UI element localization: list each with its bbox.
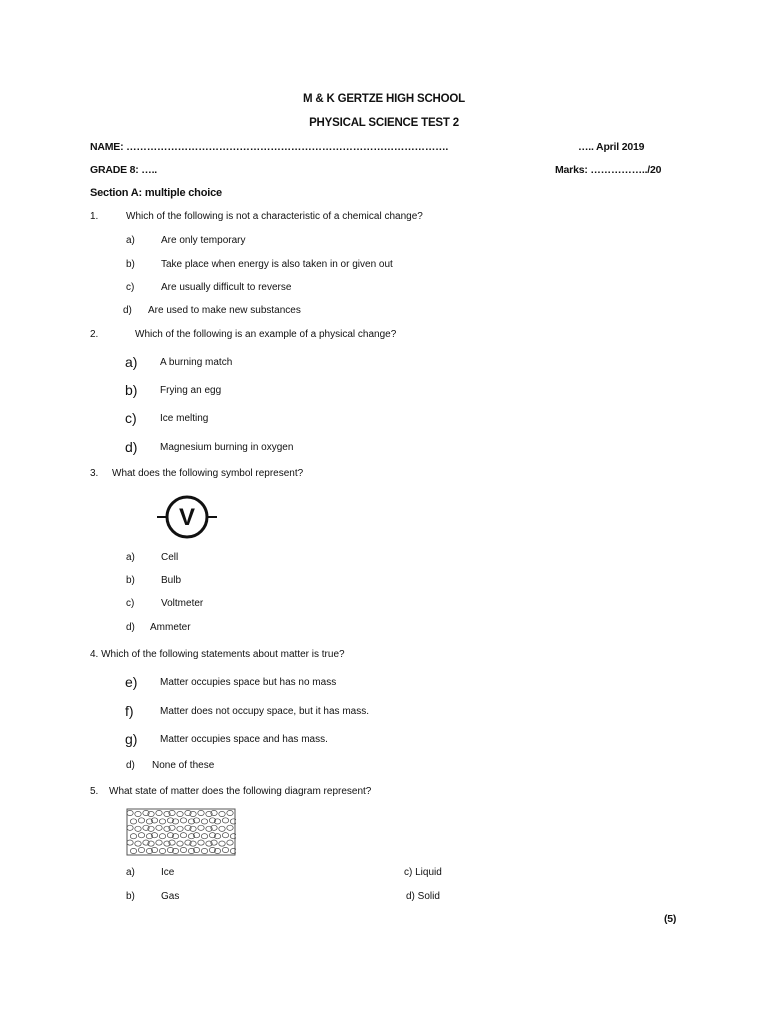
q5-option-text: Gas <box>161 891 180 902</box>
q2-option-text: Frying an egg <box>160 385 222 396</box>
voltmeter-symbol-icon <box>155 492 245 544</box>
q4-option-letter: f) <box>125 703 134 719</box>
name-field: NAME: …………………………………………………………………………………. <box>90 141 449 153</box>
q3-option-letter: c) <box>126 598 135 609</box>
q2-option-letter: d) <box>125 439 138 455</box>
q4-text: 4. Which of the following statements about matter is true? <box>90 649 345 660</box>
q1-number: 1. <box>90 211 99 222</box>
grade-field: GRADE 8: ….. <box>90 164 158 176</box>
q2-option-text: Ice melting <box>160 413 209 424</box>
marks-field: Marks: ……………../20 <box>555 164 662 176</box>
particle-diagram <box>126 808 236 856</box>
q4-option-text: Matter occupies space and has mass. <box>160 734 328 745</box>
q5-number: 5. <box>90 786 99 797</box>
q3-option-letter: b) <box>126 575 135 586</box>
q3-option-text: Ammeter <box>150 622 191 633</box>
q1-option-letter: d) <box>123 305 132 316</box>
q2-option-text: A burning match <box>160 357 233 368</box>
q3-option-text: Voltmeter <box>161 598 204 609</box>
q5-option-text: Ice <box>161 867 175 878</box>
q5-option-c: c) Liquid <box>404 867 442 878</box>
symbol-letter: V <box>178 504 196 531</box>
section-total: (5) <box>664 913 677 925</box>
q4-option-letter: d) <box>126 760 135 771</box>
q1-option-letter: c) <box>126 282 135 293</box>
q1-option-letter: b) <box>126 259 135 270</box>
q4-option-letter: e) <box>125 674 138 690</box>
q1-option-text: Take place when energy is also taken in or given out <box>161 259 393 270</box>
q1-text: Which of the following is not a characteristic of a chemical change? <box>126 211 423 222</box>
q2-option-text: Magnesium burning in oxygen <box>160 442 294 453</box>
q4-option-text: Matter does not occupy space, but it has mass. <box>160 706 369 717</box>
test-title: PHYSICAL SCIENCE TEST 2 <box>309 117 459 129</box>
q3-option-letter: d) <box>126 622 135 633</box>
q1-option-text: Are only temporary <box>161 235 246 246</box>
date-field: ….. April 2019 <box>578 141 645 153</box>
q1-option-text: Are usually difficult to reverse <box>161 282 292 293</box>
q4-option-letter: g) <box>125 731 138 747</box>
q5-option-letter: b) <box>126 891 135 902</box>
q4-option-text: None of these <box>152 760 215 771</box>
q2-option-letter: a) <box>125 354 138 370</box>
q3-option-text: Cell <box>161 552 179 563</box>
q2-option-letter: c) <box>125 410 137 426</box>
q2-text: Which of the following is an example of a physical change? <box>135 329 397 340</box>
q5-option-letter: a) <box>126 867 135 878</box>
q1-option-letter: a) <box>126 235 135 246</box>
q3-option-letter: a) <box>126 552 135 563</box>
q2-number: 2. <box>90 329 99 340</box>
q4-option-text: Matter occupies space but has no mass <box>160 677 337 688</box>
q1-option-text: Are used to make new substances <box>148 305 301 316</box>
q3-text: What does the following symbol represent? <box>112 468 304 479</box>
q5-option-d: d) Solid <box>406 891 440 902</box>
q5-text: What state of matter does the following diagram represent? <box>109 786 372 797</box>
q3-option-text: Bulb <box>161 575 182 586</box>
section-heading: Section A: multiple choice <box>90 187 222 199</box>
school-name: M & K GERTZE HIGH SCHOOL <box>303 93 465 105</box>
q3-number: 3. <box>90 468 99 479</box>
q2-option-letter: b) <box>125 382 138 398</box>
